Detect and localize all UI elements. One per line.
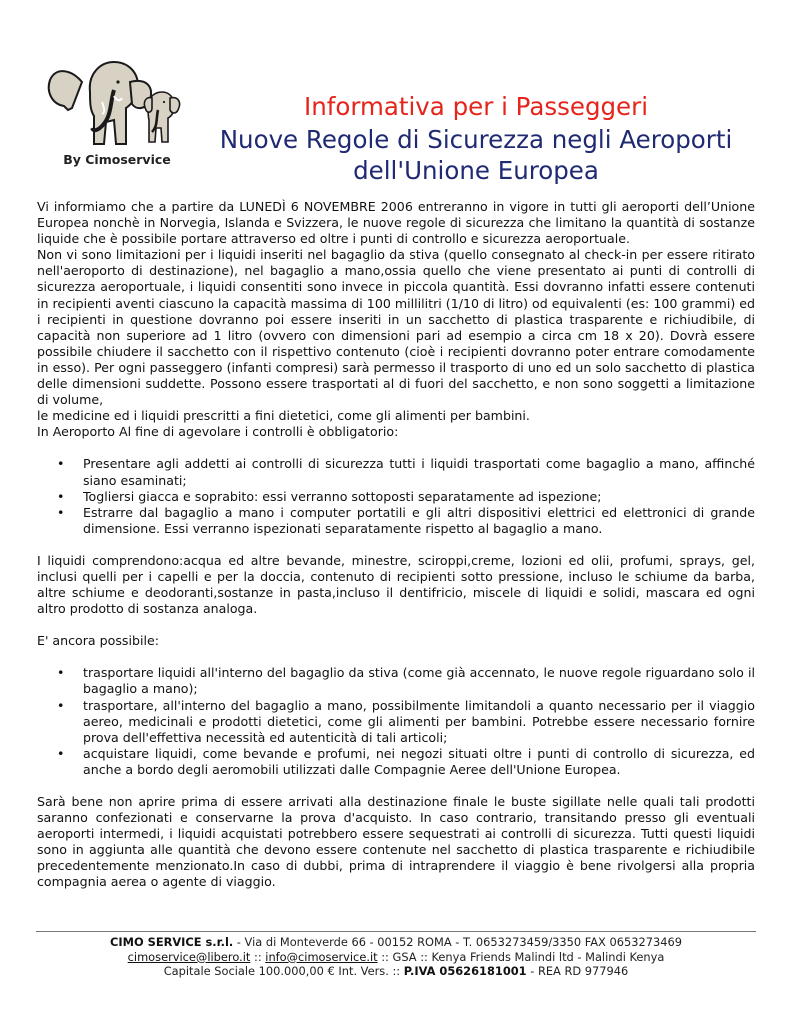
bullet-icon: • bbox=[57, 665, 65, 681]
list-item: • acquistare liquidi, come bevande e profumi, nei negozi situati oltre i punti di controllo di sicurezza, ed anche a bordo degli aeromobili utilizzati dalle Compagnie Aeree dell'Unione Europea. bbox=[57, 745, 755, 777]
email-link-libero[interactable]: cimoservice@libero.it bbox=[127, 949, 251, 964]
list-item: • trasportare liquidi all'interno del bagaglio da stiva (come già accennato, le nuove regole riguardano solo il bagaglio a mano); bbox=[57, 665, 755, 697]
bullet-icon: • bbox=[57, 697, 65, 713]
footer-line-2: cimoservice@libero.it :: info@cimoservice.it :: GSA :: Kenya Friends Malindi ltd - Malindi Kenya bbox=[127, 949, 665, 964]
footer-divider bbox=[36, 931, 756, 932]
company-logo bbox=[42, 52, 182, 174]
list-item: • Presentare agli addetti ai controlli di sicurezza tutti i liquidi trasportati come bagaglio a mano, affinché siano esaminati; bbox=[57, 456, 755, 488]
bullet-icon: • bbox=[57, 504, 65, 520]
document-body bbox=[37, 199, 755, 891]
elephant-logo-icon bbox=[42, 52, 182, 152]
capital-text: Capitale Sociale 100.000,00 € Int. Vers. :: bbox=[163, 964, 404, 979]
limits-paragraph: Non vi sono limitazioni per i liquidi inseriti nel bagaglio da stiva (quello consegnato al check-in per essere ritirato nell'aeroporto di destinazione), nel bagaglio a mano,ossia quello che viene presentato ai punti di controlli di sicurezza aeroportuale, i liquidi consentiti sono invece in piccola quantità. Essi dovranno infatti essere contenuti in recipienti aventi ciascuno la capacità massima di 100 millilitri (1/10 di litro) od equivalenti (es: 100 grammi) ed i recipienti in questione dovranno poi essere inseriti in un sacchetto di plastica trasparente e richiudibile, di capacità non superiore ad 1 litro (ovvero con dimensioni pari ad esempio a circa cm 18 x 20). Dovrà essere possibile chiudere il sacchetto con il rispettivo contenuto (cioè i recipienti dovranno poter entrare comodamente in esso). Per ogni passeggero (infanti compresi) sarà permesso il trasporto di uno ed un solo sacchetto di plastica delle dimensioni suddette. Possono essere trasportati al di fuori del sacchetto, e non sono soggetti a limitazione di volume, bbox=[37, 247, 755, 408]
bullet-icon: • bbox=[57, 745, 65, 761]
airport-intro: In Aeroporto Al fine di agevolare i controlli è obbligatorio: bbox=[37, 424, 399, 440]
bullet-icon: • bbox=[57, 456, 65, 472]
page-title-primary: Informativa per i Passeggeri bbox=[303, 92, 649, 121]
possible-items-list bbox=[37, 665, 755, 778]
logo-caption: By Cimoservice bbox=[63, 152, 171, 167]
liquids-definition-paragraph: I liquidi comprendono:acqua ed altre bevande, minestre, sciroppi,creme, lozioni ed olii, profumi, sprays, gel, inclusi quelli per i capelli e per la doccia, contenuto di recipienti sotto pressione, incluso le schiume da barba, altre schiume e deodoranti,sostanze in pasta,incluso il dentifricio, miscele di liquidi e solidi, mascara ed ogni altro prodotto di sostanza analoga. bbox=[37, 552, 755, 617]
closing-paragraph: Sarà bene non aprire prima di essere arrivati alla destinazione finale le buste sigillate nelle quali tali prodotti saranno confezionati e conservarne la prova d'acquisto. In caso contrario, transitando presso gli eventuali aeroporti intermedi, i liquidi acquistati potrebbero essere sequestrati ai controlli di sicurezza. Tutti questi liquidi sono in aggiunta alle quantità che devono essere contenute nel sacchetto di plastica trasparente e richiudibile precedentemente menzionato.In caso di dubbi, prima di intraprendere il viaggio è bene rivolgersi alla propria compagnia aerea o agente di viaggio. bbox=[37, 794, 755, 890]
page-subtitle-line-2: dell'Unione Europea bbox=[353, 156, 599, 185]
footer-line-1 bbox=[36, 935, 756, 950]
page-footer bbox=[36, 935, 756, 979]
company-address: - Via di Monteverde 66 - 00152 ROMA - T. 0653273459/3350 FAX 0653273469 bbox=[233, 935, 682, 949]
medicines-line: le medicine ed i liquidi prescritti a fini dietetici, come gli alimenti per bambini. bbox=[37, 408, 530, 424]
list-item: • Togliersi giacca e soprabito: essi verranno sottoposti separatamente ad ispezione; bbox=[57, 488, 602, 504]
intro-paragraph: Vi informiamo che a partire da LUNEDÌ 6 NOVEMBRE 2006 entreranno in vigore in tutti gli aeroporti dell’Unione Europea nonchè in Norvegia, Islanda e Svizzera, le nuove regole di sicurezza che limitano la quantità di sostanze liquide che è possibile portare attraverso ed oltre i punti di controllo e sicurezza aeroportuale. bbox=[37, 199, 755, 247]
still-possible-heading: E' ancora possibile: bbox=[37, 633, 159, 649]
list-item: • trasportare, all'interno del bagaglio a mano, possibilmente limitandoli a quanto necessario per il viaggio aereo, medicinali e prodotti dietetici, come gli alimenti per bambini. Potrebbe essere necessario fornire prova dell'effettiva necessità ed autenticità di tali articoli; bbox=[57, 697, 755, 745]
page-subtitle-line-1: Nuove Regole di Sicurezza negli Aeroporti bbox=[219, 125, 733, 154]
rea-text: - REA RD 977946 bbox=[526, 964, 629, 979]
footer-line-3 bbox=[36, 964, 756, 979]
vat-number: P.IVA 05626181001 bbox=[403, 964, 527, 979]
company-name: CIMO SERVICE s.r.l. bbox=[110, 935, 234, 949]
bullet-icon: • bbox=[57, 488, 65, 504]
list-item: • Estrarre dal bagaglio a mano i computer portatili e gli altri dispositivi elettrici ed elettronici di grande dimensione. Essi verranno ispezionati separatamente rispetto al bagaglio a mano. bbox=[57, 504, 755, 536]
airport-rules-list bbox=[37, 456, 755, 536]
gsa-text: :: GSA :: Kenya Friends Malindi ltd - Malindi Kenya bbox=[377, 949, 665, 964]
email-link-info[interactable]: info@cimoservice.it bbox=[265, 949, 378, 964]
